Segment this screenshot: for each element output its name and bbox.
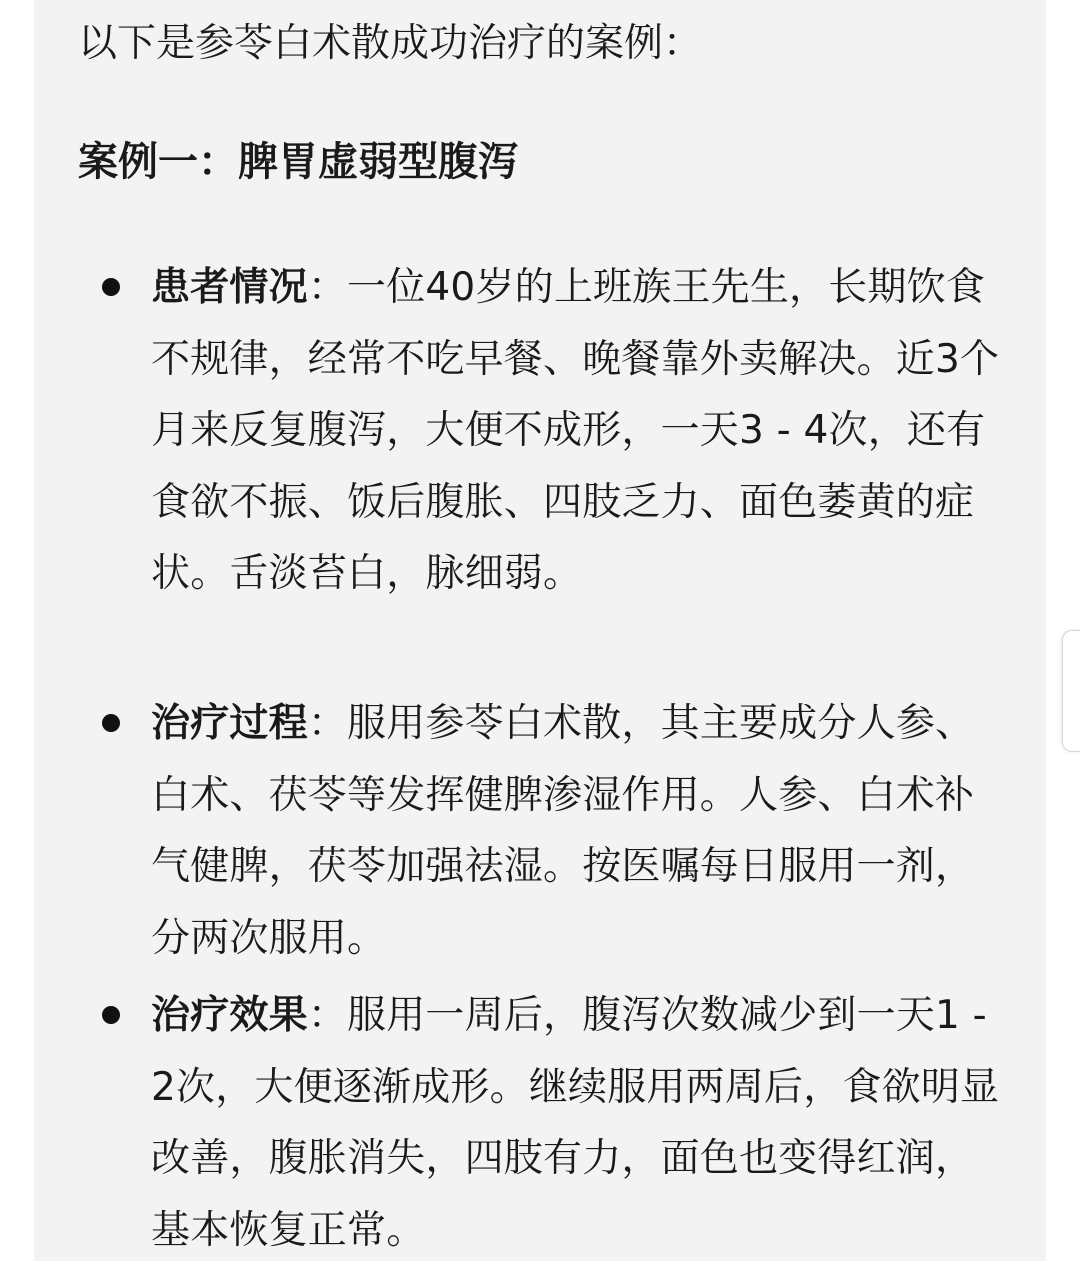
list-item-body: 服用一周后，腹泻次数减少到一天1 - 2次，大便逐渐成形。继续服用两周后，食欲明显改善，腹胀消失，四肢有力，面色也变得红润，基本恢复正常。	[151, 993, 1000, 1253]
list-item-text	[151, 980, 1011, 1266]
list-item-text	[151, 252, 1011, 610]
scrollbar-handle[interactable]	[1062, 630, 1080, 752]
bullet-icon	[102, 278, 120, 296]
label-separator: ：	[307, 701, 348, 746]
label-separator: ：	[307, 993, 348, 1038]
list-item-label: 患者情况	[151, 265, 308, 310]
bullet-icon	[102, 714, 120, 732]
list-item-body: 一位40岁的上班族王先生，长期饮食不规律，经常不吃早餐、晚餐靠外卖解决。近3个月来反复腹泻，大便不成形，一天3 - 4次，还有食欲不振、饭后腹胀、四肢乏力、面色萎黄的症状。舌淡苔白，脉细弱。	[151, 265, 1000, 596]
list-item-body: 服用参苓白术散，其主要成分人参、白术、茯苓等发挥健脾渗湿作用。人参、白术补气健脾，茯苓加强祛湿。按医嘱每日服用一剂，分两次服用。	[151, 701, 975, 961]
case-heading: 案例一：脾胃虚弱型腹泻	[78, 139, 518, 185]
list-item-label: 治疗过程	[151, 701, 308, 746]
intro-text: 以下是参苓白术散成功治疗的案例：	[78, 21, 703, 66]
list-item-label: 治疗效果	[151, 993, 308, 1038]
label-separator: ：	[307, 265, 348, 310]
list-item-text	[151, 688, 1011, 974]
bullet-icon	[102, 1006, 120, 1024]
